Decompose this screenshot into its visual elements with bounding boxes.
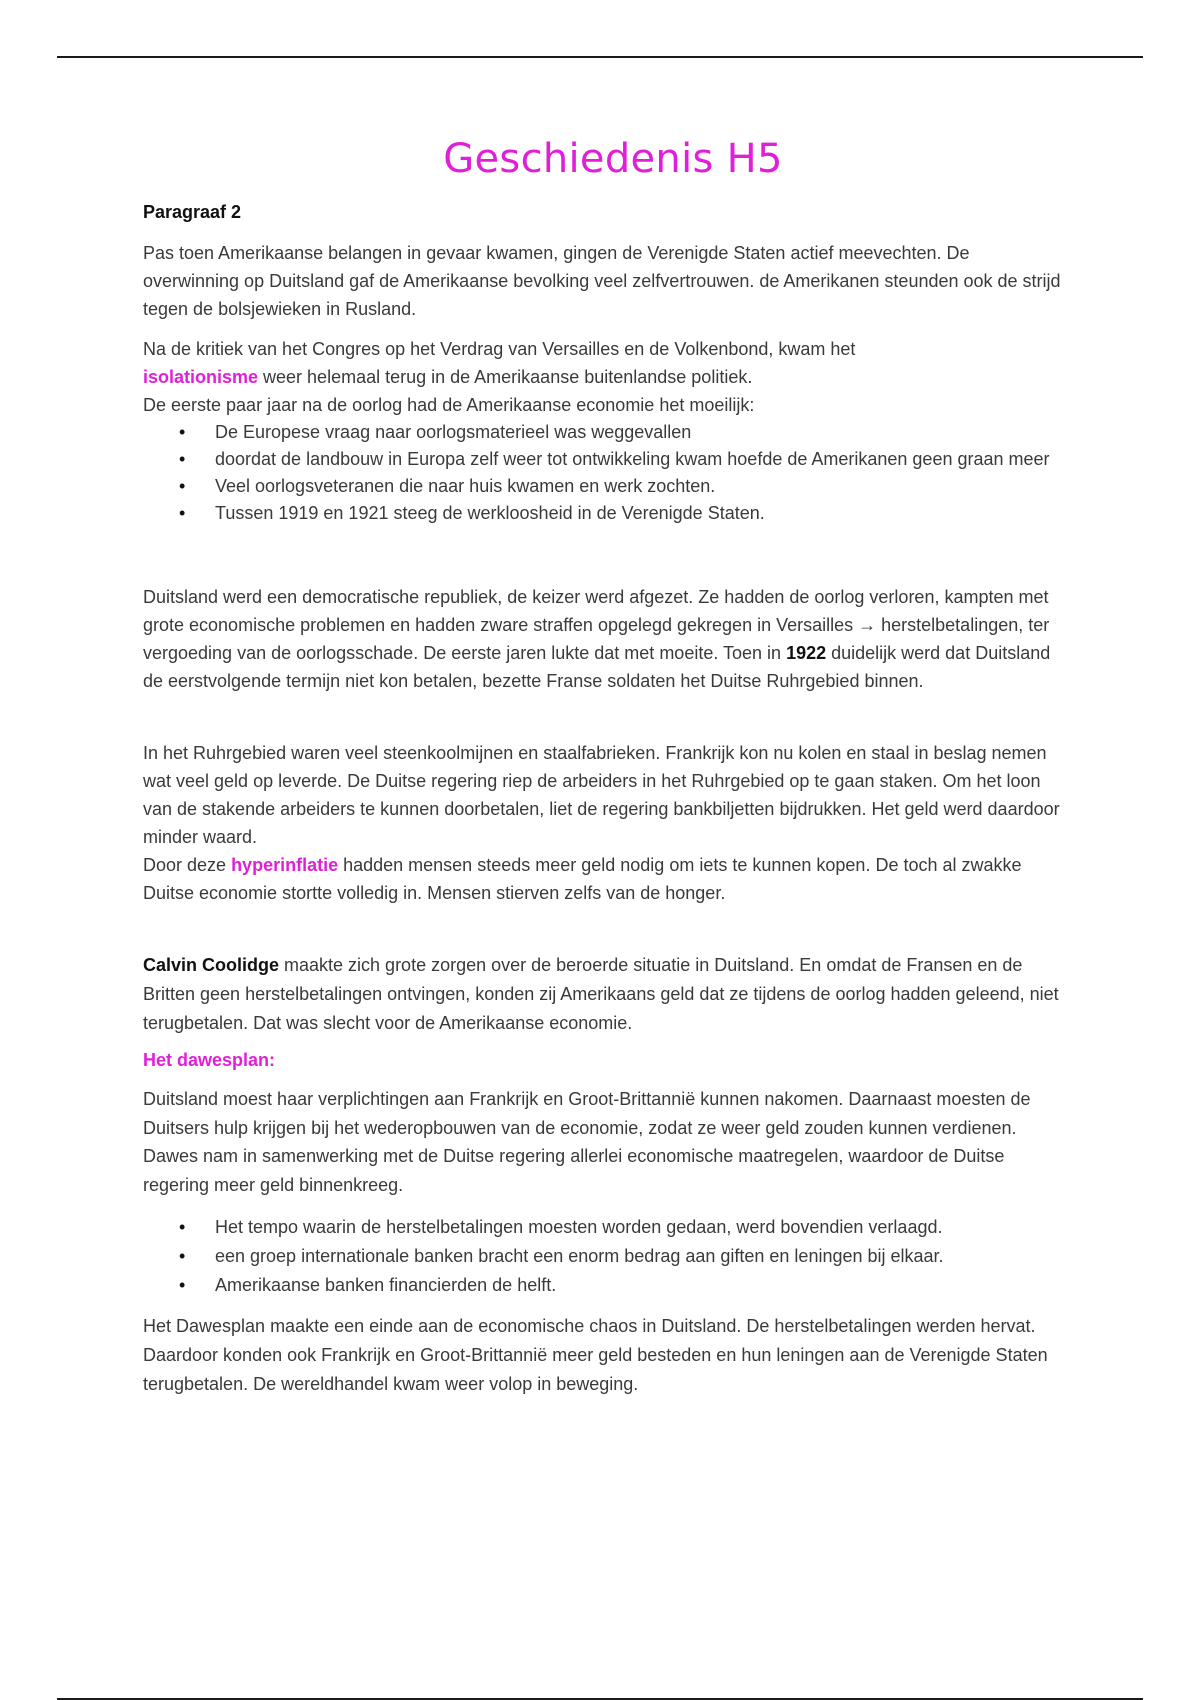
list-item: • Tussen 1919 en 1921 steeg de werkloosheid in de Verenigde Staten. <box>215 500 1063 527</box>
paragraph-7: Het Dawesplan maakte een einde aan de economische chaos in Duitsland. De herstelbetalingen werden hervat. Daardoor konden ook Frankrijk en Groot-Brittannië meer geld besteden en hun leningen aan de Verenigde Staten terugbetalen. De wereldhandel kwam weer volop in beweging. <box>143 1316 1048 1394</box>
paragraph-2-line-3: De eerste paar jaar na de oorlog had de Amerikaanse economie het moeilijk: <box>143 395 755 415</box>
term-hyperinflatie: hyperinflatie <box>231 855 339 875</box>
paragraph-3 <box>143 583 1063 695</box>
paragraph-2-line-2-rest: weer helemaal terug in de Amerikaanse buitenlandse politiek. <box>258 367 753 387</box>
document-content <box>143 136 1063 1399</box>
paragraph-4-line-end: hadden mensen steeds meer geld nodig om iets te kunnen kopen. De toch al zwakke Duitse economie stortte volledig in. Mensen stierven zelfs van de honger. <box>143 855 1022 903</box>
section-heading: Paragraaf 2 <box>143 202 242 222</box>
paragraph-5 <box>143 951 1063 1038</box>
paragraph-2 <box>143 335 1063 419</box>
list-item: • Amerikaanse banken financierden de helft. <box>215 1271 1063 1300</box>
paragraph-4-line-start: Door deze <box>143 855 232 875</box>
economy-bullet-list <box>143 419 1063 527</box>
list-item: • doordat de landbouw in Europa zelf weer tot ontwikkeling kwam hoefde de Amerikanen geen graan meer <box>215 446 1063 473</box>
person-calvin-coolidge: Calvin Coolidge <box>143 955 280 975</box>
paragraph-6: Duitsland moest haar verplichtingen aan Frankrijk en Groot-Brittannië kunnen nakomen. Daarnaast moesten de Duitsers hulp krijgen bij het wederopbouwen van de economie, zodat ze weer geld zouden kunnen verdienen. Dawes nam in samenwerking met de Duitse regering allerlei economische maatregelen, waardoor de Duitse regering meer geld binnenkreeg. <box>143 1089 1031 1195</box>
list-item: • De Europese vraag naar oorlogsmaterieel was weggevallen <box>215 419 1063 446</box>
dawesplan-bullet-list <box>143 1213 1063 1300</box>
paragraph-4 <box>143 739 1063 907</box>
paragraph-4-text: In het Ruhrgebied waren veel steenkoolmijnen en staalfabrieken. Frankrijk kon nu kolen en staal in beslag nemen wat veel geld op leverde. De Duitse regering riep de arbeiders in het Ruhrgebied op te gaan staken. Om het loon van de stakende arbeiders te kunnen doorbetalen, liet de regering bankbiljetten bijdrukken. Het geld werd daardoor minder waard. <box>143 743 1060 847</box>
top-rule <box>57 56 1143 58</box>
paragraph-2-line-1: Na de kritiek van het Congres op het Verdrag van Versailles en de Volkenbond, kwam het <box>143 339 856 359</box>
dawesplan-heading: Het dawesplan: <box>143 1050 276 1070</box>
paragraph-1: Pas toen Amerikaanse belangen in gevaar kwamen, gingen de Verenigde Staten actief meevechten. De overwinning op Duitsland gaf de Amerikaanse bevolking veel zelfvertrouwen. de Amerikanen steunden ook de strijd tegen de bolsjewieken in Rusland. <box>143 243 1061 319</box>
paragraph-3-end: duidelijk werd dat Duitsland de eerstvolgende termijn niet kon betalen, bezette Franse soldaten het Duitse Ruhrgebied binnen. <box>143 643 1051 691</box>
list-item: • een groep internationale banken bracht een enorm bedrag aan giften en leningen bij elkaar. <box>215 1242 1063 1271</box>
list-item: • Het tempo waarin de herstelbetalingen moesten worden gedaan, werd bovendien verlaagd. <box>215 1213 1063 1242</box>
document-title: Geschiedenis H5 <box>443 136 783 182</box>
list-item: • Veel oorlogsveteranen die naar huis kwamen en werk zochten. <box>215 473 1063 500</box>
paragraph-5-text: maakte zich grote zorgen over de beroerde situatie in Duitsland. En omdat de Fransen en de Britten geen herstelbetalingen ontvingen, konden zij Amerikaans geld dat ze tijdens de oorlog hadden geleend, niet terugbetalen. Dat was slecht voor de Amerikaanse economie. <box>143 955 1059 1033</box>
year-1922: 1922 <box>786 643 827 663</box>
paragraph-3-start: Duitsland werd een democratische republiek, de keizer werd afgezet. Ze hadden de oorlog verloren, kampten met grote economische problemen en hadden zware straffen opgelegd gekregen in Versailles → herstelbetalingen, ter vergoeding van de oorlogsschade. De eerste jaren lukte dat met moeite. Toen in <box>143 587 1050 663</box>
term-isolationisme: isolationisme <box>143 367 259 387</box>
